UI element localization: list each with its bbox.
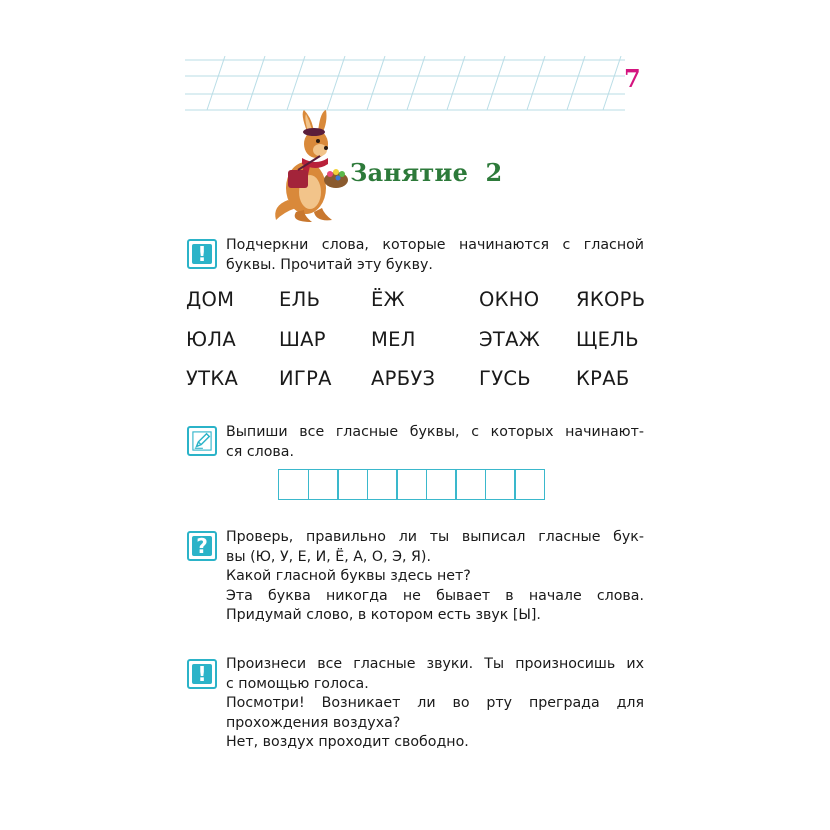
task-2-line: ся слова.	[226, 443, 294, 460]
word-item[interactable]: ЁЖ	[371, 288, 405, 311]
task-3-instructions	[226, 528, 644, 626]
word-item[interactable]: ЕЛЬ	[279, 288, 321, 311]
lesson-title: Занятие 2	[350, 158, 503, 187]
task-4-line: Нет, воздух проходит свободно.	[226, 734, 469, 750]
task-4-line: с помощью голоса.	[226, 675, 369, 692]
task-1-instructions	[226, 236, 644, 275]
answer-cell[interactable]	[426, 469, 457, 500]
task-1-line: Подчеркни слова, которые начинаются с гласной	[226, 237, 644, 253]
answer-cell[interactable]	[337, 469, 368, 500]
answer-cell[interactable]	[514, 469, 545, 500]
word-item[interactable]: ГУСЬ	[479, 367, 531, 390]
word-item[interactable]: ЭТАЖ	[479, 328, 541, 351]
answer-cell[interactable]	[455, 469, 486, 500]
word-item[interactable]: ЯКОРЬ	[576, 288, 646, 311]
exclamation-icon: !	[187, 239, 217, 269]
task-3-line: Придумай слово, в котором есть звук [Ы].	[226, 607, 541, 623]
task-4-line: Произнеси все гласные звуки. Ты произносишь их	[226, 656, 644, 672]
answer-cell[interactable]	[308, 469, 339, 500]
answer-cell[interactable]	[278, 469, 309, 500]
task-4-line: Посмотри! Возникает ли во рту преграда для	[226, 695, 644, 711]
page-number: 7	[624, 64, 641, 93]
word-item[interactable]: ЩЕЛЬ	[576, 328, 639, 351]
word-item[interactable]: ОКНО	[479, 288, 540, 311]
task-3-line: вы (Ю, У, Е, И, Ё, А, О, Э, Я).	[226, 548, 431, 565]
answer-cell[interactable]	[485, 469, 516, 500]
word-item[interactable]: АРБУЗ	[371, 367, 436, 390]
word-item[interactable]: ШАР	[279, 328, 326, 351]
header-grid-lines	[185, 56, 625, 114]
question-icon: ?	[187, 531, 217, 561]
pencil-icon	[187, 426, 217, 456]
answer-cell[interactable]	[367, 469, 398, 500]
task-3-line: Эта буква никогда не бывает в начале слова.	[226, 587, 644, 604]
exclamation-icon: !	[187, 659, 217, 689]
word-item[interactable]: ЮЛА	[186, 328, 236, 351]
task-2-line: Выпиши все гласные буквы, с которых начинают-	[226, 424, 644, 440]
word-item[interactable]: УТКА	[186, 367, 239, 390]
word-item[interactable]: ИГРА	[279, 367, 332, 390]
answer-cells	[278, 469, 545, 499]
task-4-line: прохождения воздуха?	[226, 714, 401, 731]
task-3-line: Проверь, правильно ли ты выписал гласные бук-	[226, 529, 644, 545]
task-1-line: буквы. Прочитай эту букву.	[226, 256, 433, 273]
kangaroo-mascot-icon	[270, 108, 350, 226]
word-item[interactable]: ДОМ	[186, 288, 235, 311]
task-2-instructions	[226, 423, 644, 462]
answer-cell[interactable]	[396, 469, 427, 500]
task-3-line: Какой гласной буквы здесь нет?	[226, 568, 471, 584]
pencil-glyph-icon	[192, 430, 212, 452]
task-4-instructions	[226, 655, 644, 753]
word-item[interactable]: МЕЛ	[371, 328, 416, 351]
word-item[interactable]: КРАБ	[576, 367, 630, 390]
